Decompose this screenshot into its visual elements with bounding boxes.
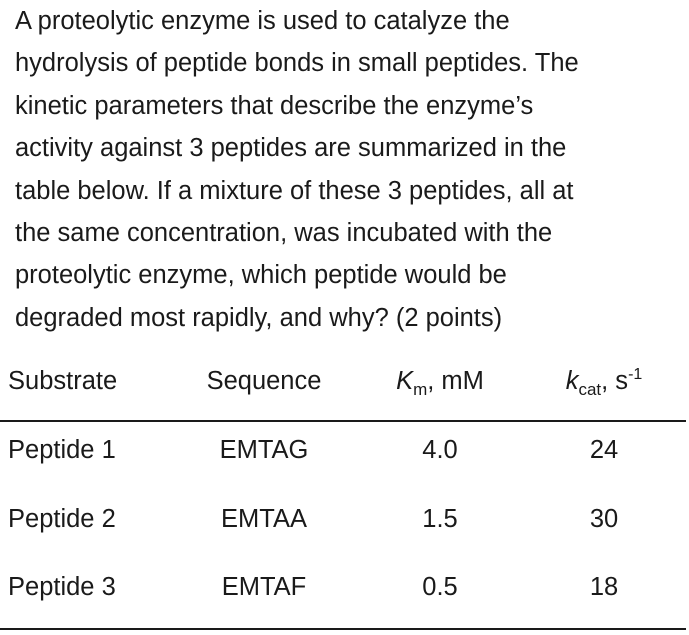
question-line: degraded most rapidly, and why? (2 points) (15, 303, 503, 332)
cell-substrate: Peptide 1 (8, 436, 116, 464)
question-line: activity against 3 peptides are summarized in the (15, 134, 567, 163)
question-text (15, 0, 680, 339)
cell-kcat: 30 (589, 505, 619, 533)
cell-kcat: 24 (589, 436, 619, 464)
header-sequence: Sequence (206, 367, 322, 395)
table-row (0, 489, 689, 549)
question-line: A proteolytic enzyme is used to catalyze the (15, 7, 510, 35)
question-line: hydrolysis of peptide bonds in small peptides. The (15, 49, 579, 78)
cell-km: 4.0 (422, 436, 458, 464)
cell-sequence: EMTAG (219, 436, 309, 464)
kcat-subscript: cat (578, 380, 602, 399)
cell-sequence: EMTAA (221, 505, 307, 533)
table-row (0, 420, 689, 480)
question-line: proteolytic enzyme, which peptide would be (15, 261, 507, 290)
kcat-symbol: k (565, 367, 579, 395)
cell-substrate: Peptide 2 (8, 505, 116, 533)
question-line: table below. If a mixture of these 3 peptides, all at (15, 176, 574, 205)
km-symbol: K (396, 367, 414, 395)
kcat-superscript: -1 (628, 366, 643, 383)
km-subscript: m (413, 380, 428, 399)
cell-sequence: EMTAF (221, 573, 307, 601)
table-row (0, 557, 689, 617)
question-line: the same concentration, was incubated with the (15, 219, 553, 248)
header-kcat (566, 366, 643, 400)
cell-km: 0.5 (422, 573, 458, 601)
table-bottom-rule (0, 628, 686, 630)
cell-km: 1.5 (422, 505, 458, 533)
question-line: kinetic parameters that describe the enzyme’s (15, 91, 534, 120)
km-unit: , mM (427, 367, 484, 395)
cell-kcat: 18 (589, 573, 619, 601)
kcat-unit: , s (601, 367, 629, 395)
table-header-row (0, 352, 689, 412)
header-km (396, 366, 484, 399)
kinetics-table (0, 352, 689, 617)
cell-substrate: Peptide 3 (8, 573, 116, 601)
header-substrate: Substrate (8, 367, 118, 395)
header-divider (0, 420, 686, 422)
